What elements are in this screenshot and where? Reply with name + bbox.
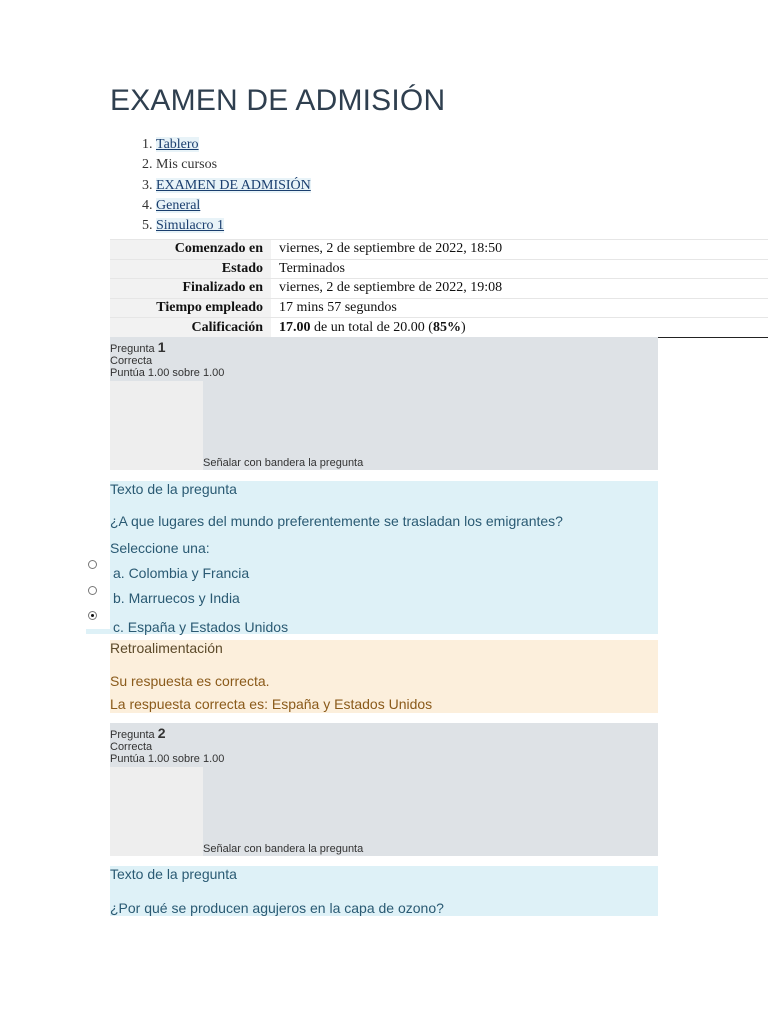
summary-row-grade (110, 318, 768, 338)
summary-value: viernes, 2 de septiembre de 2022, 18:50 (271, 240, 768, 260)
feedback-panel (110, 640, 658, 713)
question-grade: Puntúa 1.00 sobre 1.00 (110, 753, 225, 765)
summary-label: Tiempo empleado (110, 298, 271, 318)
summary-label: Finalizado en (110, 279, 271, 299)
question-prompt: ¿Por qué se producen agujeros en la capa de ozono? (110, 900, 444, 916)
select-one-label: Seleccione una: (110, 540, 210, 556)
question-text-2 (110, 866, 658, 916)
answer-option-a[interactable]: a. Colombia y Francia (113, 565, 250, 581)
breadcrumb-item-mis-cursos (156, 155, 311, 175)
question-header-label: Pregunta (110, 729, 155, 741)
breadcrumb-item-tablero[interactable] (156, 135, 311, 155)
question-text-1 (110, 481, 658, 634)
grade-percent: 85% (432, 319, 461, 335)
summary-label: Calificación (110, 318, 271, 338)
feedback-correct-answer: La respuesta correcta es: España y Estados Unidos (110, 696, 433, 712)
question-number: 2 (157, 725, 166, 741)
answer-option-b[interactable]: b. Marruecos y India (113, 590, 240, 606)
page-title: EXAMEN DE ADMISIÓN (110, 84, 446, 117)
summary-value: Terminados (271, 259, 768, 279)
radio-highlight (86, 629, 110, 634)
question-grade: Puntúa 1.00 sobre 1.00 (110, 367, 225, 379)
question-header-label: Pregunta (110, 343, 155, 355)
question-state: Correcta (110, 741, 153, 753)
breadcrumb-item-general[interactable] (156, 196, 311, 216)
breadcrumb-link[interactable]: EXAMEN DE ADMISIÓN (156, 177, 311, 193)
flag-question-link[interactable]: Señalar con bandera la pregunta (203, 843, 364, 855)
question-text-label: Texto de la pregunta (110, 866, 237, 882)
breadcrumb-text: Mis cursos (156, 157, 218, 173)
summary-label: Comenzado en (110, 240, 271, 260)
flag-question-link[interactable]: Señalar con bandera la pregunta (203, 457, 364, 469)
breadcrumb-link[interactable]: Tablero (156, 137, 199, 152)
question-number: 1 (157, 339, 166, 355)
question-header (110, 725, 166, 741)
radio-option-b[interactable] (88, 586, 97, 595)
question-header (110, 339, 166, 355)
feedback-label: Retroalimentación (110, 640, 223, 656)
radio-option-c[interactable] (88, 611, 97, 620)
radio-option-a[interactable] (88, 560, 97, 569)
flag-box (110, 767, 203, 856)
breadcrumb-item-simulacro[interactable] (156, 216, 311, 236)
question-text-label: Texto de la pregunta (110, 481, 237, 497)
grade-total: de un total de 20.00 ( (310, 319, 433, 335)
summary-label: Estado (110, 259, 271, 279)
summary-value: 17 mins 57 segundos (271, 298, 768, 318)
summary-value: viernes, 2 de septiembre de 2022, 19:08 (271, 279, 768, 299)
breadcrumb-link[interactable]: General (156, 197, 201, 213)
flag-box (110, 381, 203, 470)
summary-row-finished (110, 279, 768, 299)
summary-row-time (110, 298, 768, 318)
summary-value (271, 318, 768, 338)
feedback-result: Su respuesta es correcta. (110, 673, 270, 689)
summary-row-state (110, 259, 768, 279)
question-info-1 (110, 337, 658, 470)
summary-row-started (110, 240, 768, 260)
question-state: Correcta (110, 355, 153, 367)
question-info-2 (110, 723, 658, 856)
breadcrumb-link[interactable]: Simulacro 1 (156, 218, 225, 234)
question-prompt: ¿A que lugares del mundo preferentemente se trasladan los emigrantes? (110, 513, 563, 529)
grade-close: ) (460, 319, 466, 335)
answer-option-c[interactable]: c. España y Estados Unidos (113, 619, 289, 635)
grade-score: 17.00 (279, 319, 311, 335)
attempt-summary-table (110, 239, 768, 338)
breadcrumb (110, 135, 311, 236)
breadcrumb-item-course[interactable] (156, 176, 311, 196)
